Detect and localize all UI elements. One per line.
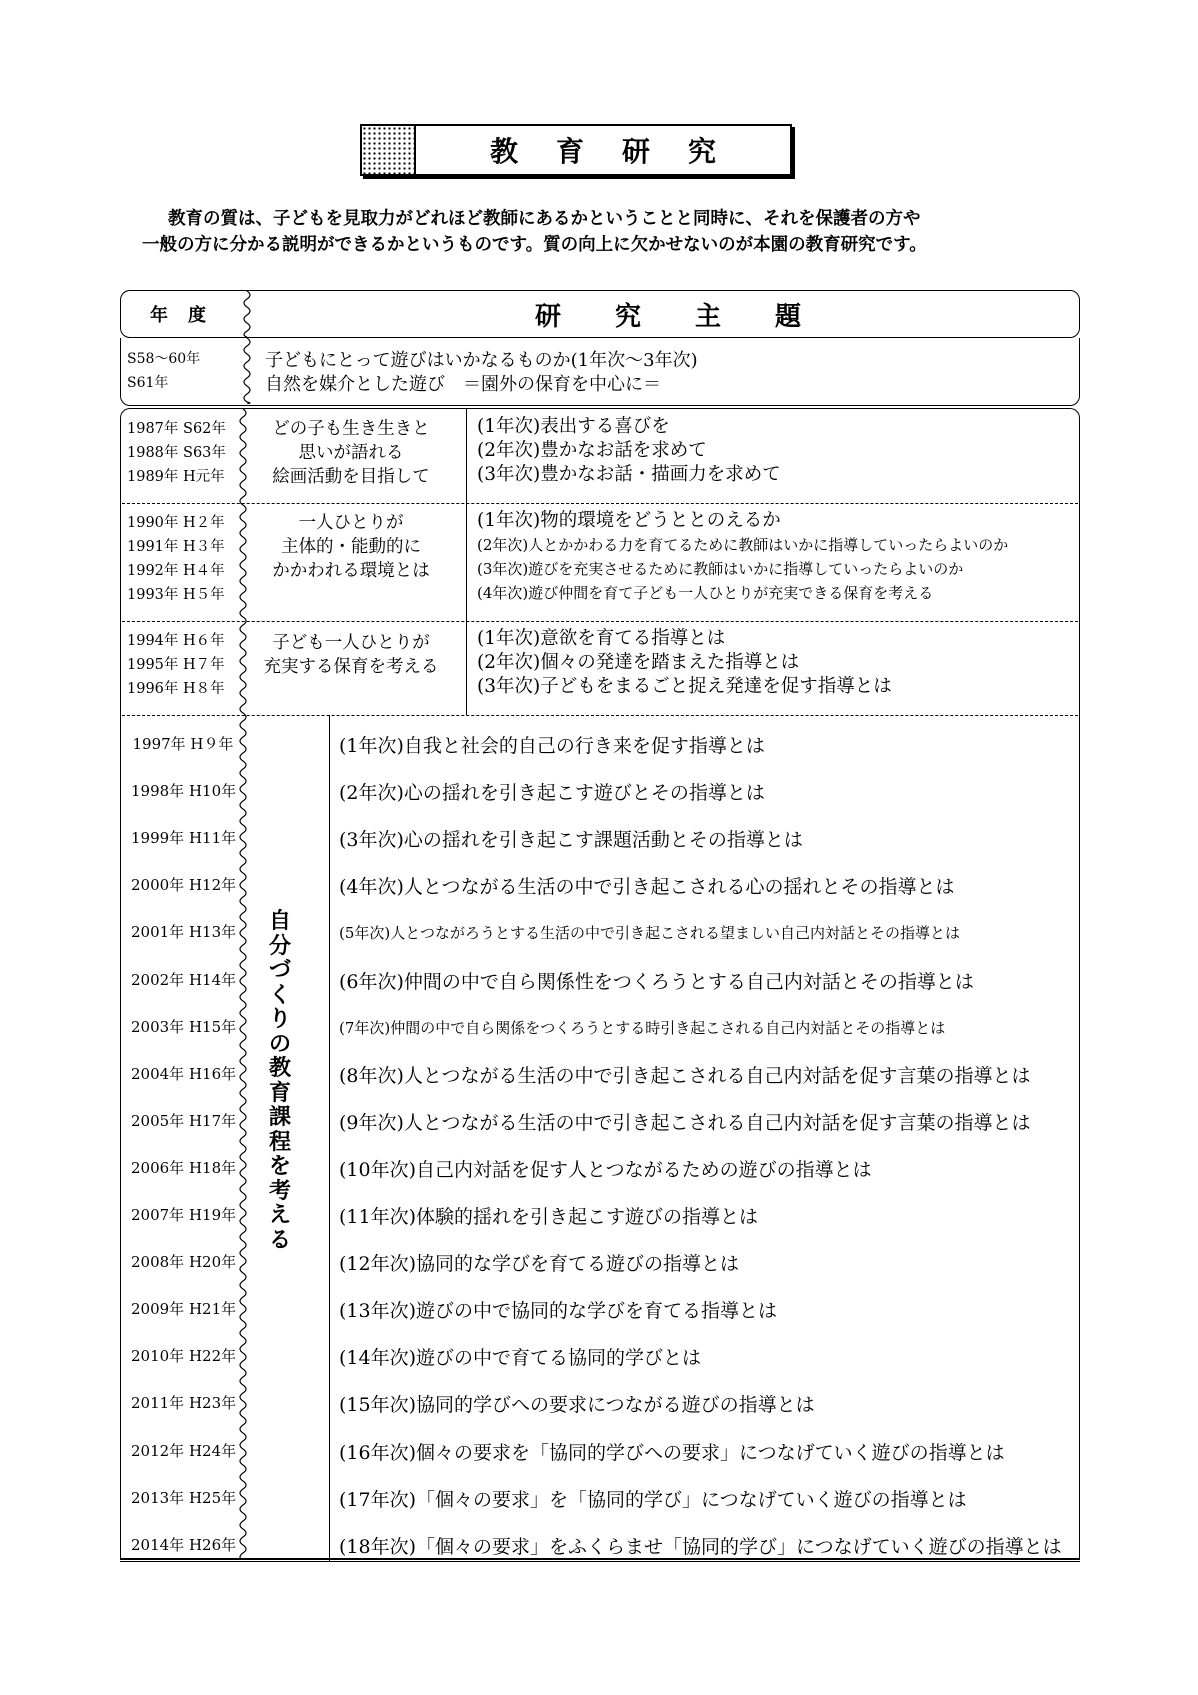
page-title-box [360,124,792,176]
year-column-wavy-divider [233,409,253,1559]
era-subtheme: (12年次)協同的な学びを育てる遊びの指導とは [339,1253,740,1276]
group3-theme [257,631,445,679]
theme-line: 充実する保育を考える [263,657,439,677]
group2-divider [466,503,467,621]
year-label: 1990年 H２年 [127,515,225,531]
group3-years [127,629,225,701]
era-subtheme: (13年次)遊びの中で協同的な学びを育てる指導とは [339,1300,778,1323]
subtheme: (1年次)意欲を育てる指導とは [477,628,726,649]
era-year-label: 2008年 H20年 [131,1253,237,1272]
group1-divider [466,409,467,503]
group2-years [127,511,225,607]
table-bottom-rule [120,1558,1080,1562]
intro-line-1: 教育の質は、子どもを見取力がどれほど教師にあるかということと同時に、それを保護者の方や [168,209,921,229]
year-label: 1993年 H５年 [127,587,225,603]
theme-line: 絵画活動を目指して [272,467,430,487]
subtheme: (2年次)豊かなお話を求めて [477,440,707,461]
group2-theme [257,511,445,583]
subtheme: (3年次)遊びを充実させるために教師はいかに指導していったらよいのか [477,560,964,578]
era-subtheme: (2年次)心の揺れを引き起こす遊びとその指導とは [339,782,765,805]
table-header [120,290,1080,338]
era-subtheme: (16年次)個々の要求を「協同的学びへの要求」につなげていく遊びの指導とは [339,1441,1005,1464]
year-label: 1992年 H４年 [127,563,225,579]
era-divider [329,715,330,1561]
era-subtheme: (6年次)仲間の中で自ら関係性をつくろうとする自己内対話とその指導とは [339,970,974,993]
subtheme: (3年次)豊かなお話・描画力を求めて [477,464,781,485]
year-label: 1988年 S63年 [127,445,226,461]
intro-line-2: 一般の方に分かる説明ができるかというものです。質の向上に欠かせないのが本園の教育研究です。 [142,235,927,255]
era-year-label: 2009年 H21年 [131,1300,237,1319]
year-label: 1989年 H元年 [127,469,225,485]
era-subtheme: (7年次)仲間の中で自ら関係をつくろうとする時引き起こされる自己内対話とその指導とは [339,1018,946,1037]
showa-theme-2: 自然を媒介とした遊び ＝園外の保育を中心に＝ [265,374,661,395]
era-year-label: 2002年 H14年 [131,970,237,989]
era-year-label: 2013年 H25年 [131,1488,237,1507]
showa-wavy-divider [237,338,257,404]
subtheme: (1年次)物的環境をどうととのえるか [477,510,781,531]
era-subtheme: (11年次)体験的揺れを引き起こす遊びの指導とは [339,1206,759,1228]
era-subtheme: (5年次)人とつながろうとする生活の中で引き起こされる望ましい自己内対話とその指導とは [339,924,960,943]
era-subtheme: (9年次)人とつながる生活の中で引き起こされる自己内対話を促す言葉の指導とは [339,1111,1031,1134]
year-label: 1991年 H３年 [127,539,225,555]
group3-subthemes [477,627,892,699]
era-year-label: 1997年 H９年 [132,735,234,753]
era-subtheme: (10年次)自己内対話を促す人とつながるための遊びの指導とは [339,1158,872,1181]
subtheme: (2年次)個々の発達を踏まえた指導とは [477,652,800,673]
year-label: 1994年 H６年 [127,633,225,649]
era-year-label: 2005年 H17年 [131,1111,237,1130]
intro-paragraph [142,206,1062,258]
era-year-label: 2010年 H22年 [131,1347,237,1366]
era-year-label: 2004年 H16年 [131,1064,237,1083]
era-subtheme: (18年次)「個々の要求」をふくらませ「協同的学び」につなげていく遊びの指導とは [339,1535,1062,1558]
year-label: 1995年 H７年 [127,657,225,673]
era-year-label: 2012年 H24年 [131,1441,237,1460]
era-year-label: 2011年 H23年 [131,1394,237,1413]
year-label: 1987年 S62年 [127,421,226,437]
theme-line: どの子も生き生きと [272,419,430,439]
theme-line: 主体的・能動的に [281,537,421,557]
era-year-label: 2001年 H13年 [131,923,237,942]
title-dot-pattern [362,126,416,174]
era-year-label: 2014年 H26年 [131,1535,237,1554]
dashed-separator [122,621,1078,622]
era-subtheme: (15年次)協同的学びへの要求につながる遊びの指導とは [339,1394,815,1417]
subtheme: (2年次)人とかかわる力を育てるために教師はいかに指導していったらよいのか [477,536,1009,554]
showa-section [120,338,1080,406]
era-year-label: 2000年 H12年 [131,876,237,895]
group3-divider [466,621,467,715]
page-title: 教育研究 [489,135,754,168]
era-year-label: 2007年 H19年 [131,1206,237,1224]
era-subtheme: (3年次)心の揺れを引き起こす課題活動とその指導とは [339,829,803,852]
group1-years [127,417,226,489]
theme-line: かかわれる環境とは [272,561,430,581]
era-subtheme: (8年次)人とつながる生活の中で引き起こされる自己内対話を促す言葉の指導とは [339,1064,1031,1087]
subtheme: (4年次)遊び仲間を育て子ども一人ひとりが充実できる保育を考える [477,584,934,602]
dashed-separator [122,715,1078,716]
showa-theme-1: 子どもにとって遊びはいかなるものか(1年次～3年次) [265,350,698,371]
header-wavy-divider [237,291,257,337]
group2-subthemes [477,509,1008,605]
era-year-label: 2003年 H15年 [131,1017,237,1036]
showa-year-1: S58～60年 [127,351,201,367]
subtheme: (1年次)表出する喜びを [477,416,670,437]
era-subtheme: (14年次)遊びの中で育てる協同的学びとは [339,1347,702,1370]
theme-line: 思いが語れる [298,443,404,463]
era-year-label: 1999年 H11年 [131,829,237,848]
era-subtheme: (1年次)自我と社会的自己の行き来を促す指導とは [339,735,765,757]
era-year-label: 1998年 H10年 [131,782,237,801]
dashed-separator [122,503,1078,504]
group1-subthemes [477,415,781,487]
header-year-label: 年度 [150,305,226,326]
theme-line: 一人ひとりが [298,513,404,533]
era-year-label: 2006年 H18年 [131,1158,237,1177]
showa-year-2: S61年 [127,375,169,391]
header-theme-label: 研究主題 [534,301,855,332]
group1-theme [257,417,445,489]
era-theme-vertical: 自分づくりの教育課程を考える [268,908,291,1253]
subtheme: (3年次)子どもをまるごと捉え発達を促す指導とは [477,676,892,697]
year-label: 1996年 H８年 [127,681,225,697]
research-table [120,408,1080,1560]
era-subtheme: (17年次)「個々の要求」を「協同的学び」につなげていく遊びの指導とは [339,1488,967,1511]
theme-line: 子ども一人ひとりが [272,633,430,653]
era-subtheme: (4年次)人とつながる生活の中で引き起こされる心の揺れとその指導とは [339,876,955,899]
